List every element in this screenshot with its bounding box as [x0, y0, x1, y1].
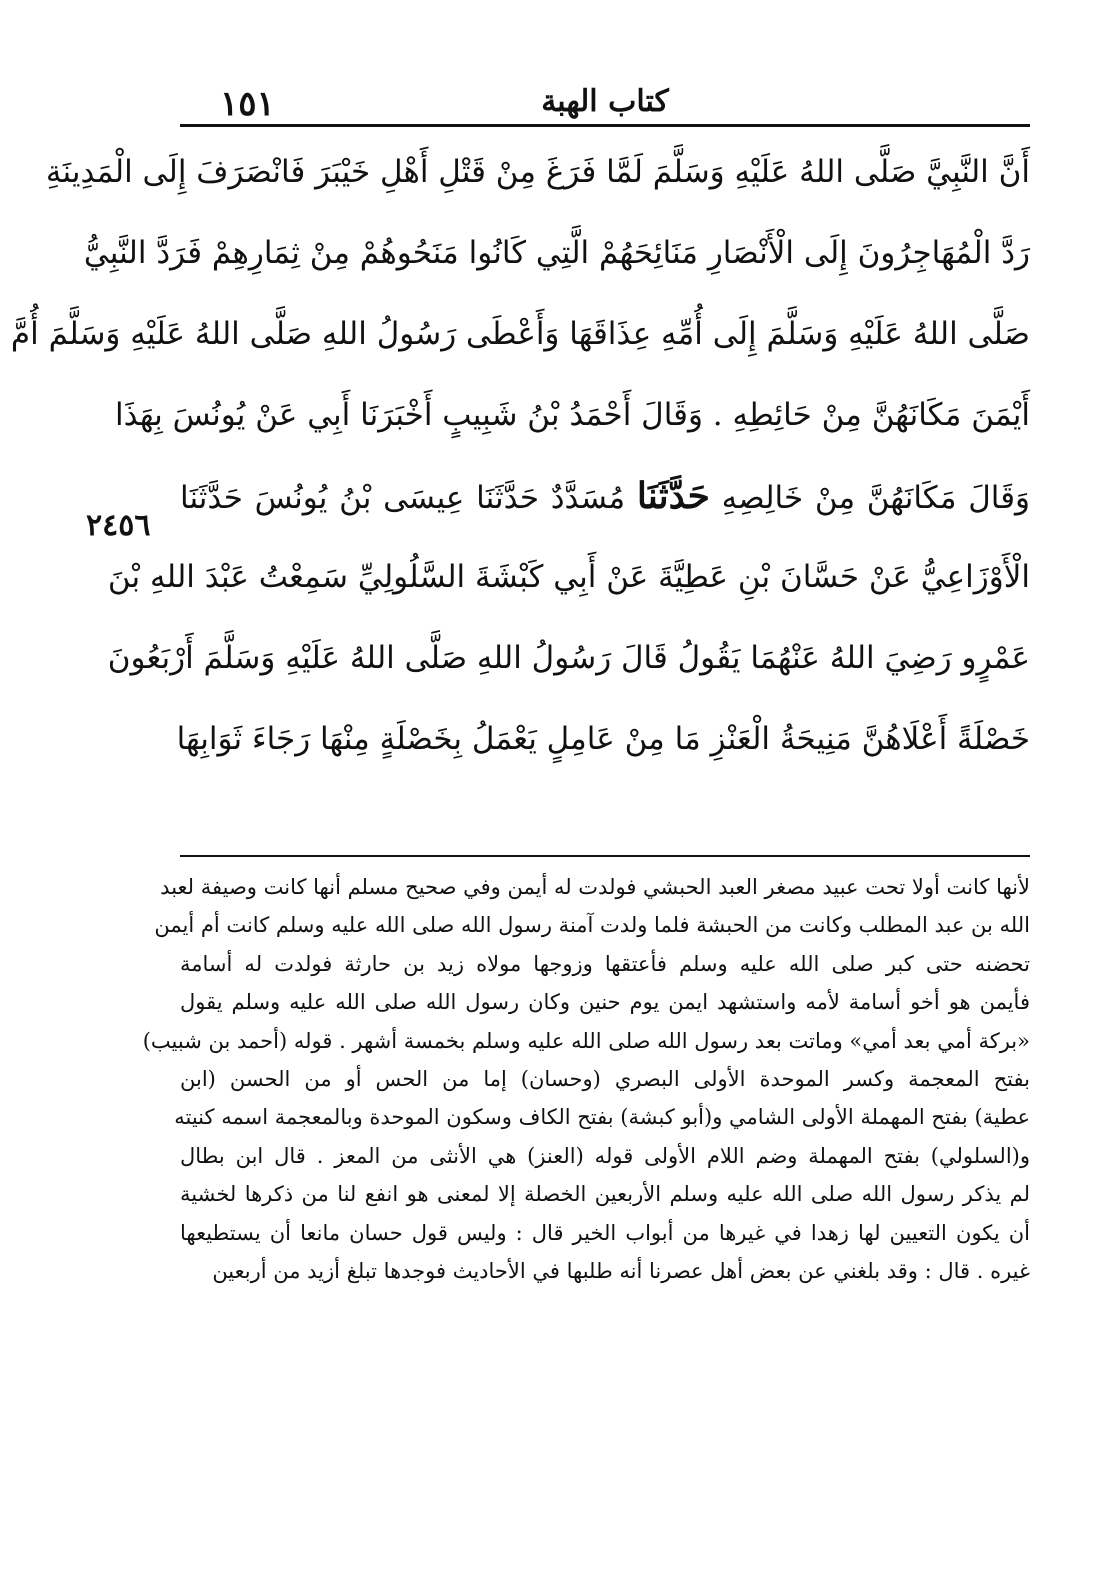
page-header	[180, 78, 1030, 126]
hadith-line	[180, 456, 1030, 537]
commentary-line: فأيمن هو أخو أسامة لأمه واستشهد ايمن يوم حنين وكان رسول الله صلى الله عليه وسلم يقول	[180, 990, 1030, 1015]
running-title: كتاب الهبة	[541, 84, 669, 119]
haddathana-marker: حَدَّثَنَا	[636, 475, 710, 517]
hadith-line: رَدَّ الْمُهَاجِرُونَ إِلَى الْأَنْصَارِ مَنَائِحَهُمْ الَّتِي كَانُوا مَنَحُوهُمْ مِنْ ثِمَارِهِمْ فَرَدَّ النَّبِيُّ	[83, 235, 1030, 271]
header-rule	[180, 124, 1030, 127]
hadith-number: ٢٤٥٦	[86, 508, 151, 543]
commentary-line: أن يكون التعيين لها زهدا في غيرها من أبواب الخير قال : وليس قول حسان مانعا أن يستطيعها	[180, 1220, 1030, 1245]
commentary-line: «بركة أمي بعد أمي» وماتت بعد رسول الله صلى الله عليه وسلم بخمسة أشهر . قوله (أحمد بن شبيب)	[142, 1028, 1030, 1053]
hadith-line-part: مُسَدَّدٌ حَدَّثَنَا عِيسَى بْنُ يُونُسَ حَدَّثَنَا	[180, 480, 626, 516]
commentary-line: غيره . قال : وقد بلغني عن بعض أهل عصرنا أنه طلبها في الأحاديث فوجدها تبلغ أزيد من أربعين	[212, 1258, 1030, 1283]
commentary-line: لأنها كانت أولا تحت عبيد مصغر العبد الحبشي فولدت له أيمن وفي صحيح مسلم أنها كانت وصيفة لعبد	[160, 875, 1030, 899]
hadith-line: صَلَّى اللهُ عَلَيْهِ وَسَلَّمَ إِلَى أُمِّهِ عِذَاقَهَا وَأَعْطَى رَسُولُ اللهِ صَلَّى اللهُ عَلَيْهِ وَسَلَّمَ أُمَّ	[10, 316, 1030, 352]
hadith-line-part: وَقَالَ مَكَانَهُنَّ مِنْ خَالِصِهِ	[721, 480, 1030, 516]
commentary-line: بفتح المعجمة وكسر الموحدة الأولى البصري (وحسان) إما من الحس أو من الحسن (ابن	[180, 1066, 1030, 1091]
commentary-line: تحضنه حتى كبر صلى الله عليه وسلم فأعتقها وزوجها مولاه زيد بن حارثة فولدت له أسامة	[180, 951, 1030, 976]
footnote-rule	[180, 855, 1030, 857]
hadith-line: خَصْلَةً أَعْلَاهُنَّ مَنِيحَةُ الْعَنْزِ مَا مِنْ عَامِلٍ يَعْمَلُ بِخَصْلَةٍ مِنْهَا رَجَاءَ ثَوَابِهَا	[176, 721, 1030, 757]
hadith-line: عَمْرٍو رَضِيَ اللهُ عَنْهُمَا يَقُولُ قَالَ رَسُولُ اللهِ صَلَّى اللهُ عَلَيْهِ وَسَلَّمَ أَرْبَعُونَ	[107, 640, 1030, 676]
hadith-line: الْأَوْزَاعِيُّ عَنْ حَسَّانَ بْنِ عَطِيَّةَ عَنْ أَبِي كَبْشَةَ السَّلُولِيِّ سَمِعْتُ عَبْدَ اللهِ بْنَ	[107, 559, 1030, 595]
page-number: ١٥١	[220, 84, 275, 124]
commentary-text	[142, 868, 1031, 1290]
commentary-line: لم يذكر رسول الله صلى الله عليه وسلم الأربعين الخصلة إلا لمعنى هو انفع لنا من ذكرها لخشية	[180, 1182, 1031, 1207]
commentary-line: الله بن عبد المطلب وكانت من الحبشة فلما ولدت آمنة رسول الله صلى الله عليه وسلم كانت أم أيمن	[154, 913, 1030, 938]
hadith-line: أَيْمَنَ مَكَانَهُنَّ مِنْ حَائِطِهِ . وَقَالَ أَحْمَدُ بْنُ شَبِيبٍ أَخْبَرَنَا أَبِي عَنْ يُونُسَ بِهَذَا	[114, 397, 1030, 433]
commentary-line: عطية) بفتح المهملة الأولى الشامي و(أبو كبشة) بفتح الكاف وسكون الموحدة وبالمعجمة اسمه كنيته	[174, 1105, 1030, 1130]
hadith-line: أَنَّ النَّبِيَّ صَلَّى اللهُ عَلَيْهِ وَسَلَّمَ لَمَّا فَرَغَ مِنْ قَتْلِ أَهْلِ خَيْبَرَ فَانْصَرَفَ إِلَى الْمَدِينَةِ	[45, 154, 1030, 190]
commentary-line: و(السلولي) بفتح المهملة وضم اللام الأولى قوله (العنز) هي الأنثى من المعز . قال ابن بطال	[180, 1143, 1030, 1168]
